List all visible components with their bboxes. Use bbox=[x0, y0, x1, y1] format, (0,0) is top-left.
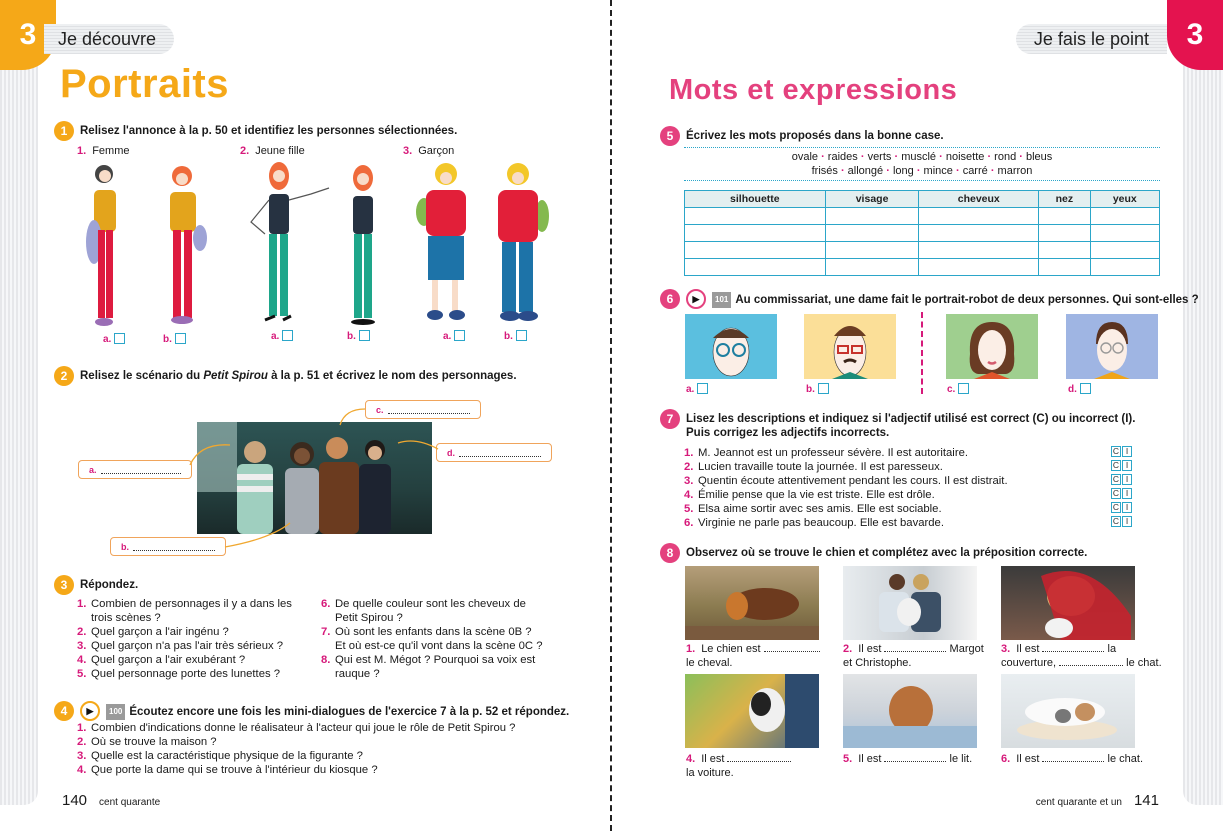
option-garcon-a[interactable]: a. bbox=[443, 330, 465, 342]
checkbox[interactable] bbox=[454, 330, 465, 341]
table-cell[interactable] bbox=[1090, 259, 1159, 276]
exercise-7-instruction: Lisez les descriptions et indiquez si l'adjectif utilisé est correct (C) ou incorrect (I). Puis corrigez les adjectifs incorrects. bbox=[686, 413, 1136, 439]
callout-d-input[interactable]: d. bbox=[436, 443, 552, 462]
choice-correct[interactable]: C bbox=[1112, 474, 1120, 484]
checkbox[interactable] bbox=[1080, 383, 1091, 394]
exercise-number-badge: 7 bbox=[660, 409, 680, 429]
illustration-boy-a bbox=[410, 160, 480, 330]
exercise-5-instruction: Écrivez les mots proposés dans la bonne case. bbox=[686, 130, 944, 142]
portrait-group-divider bbox=[921, 312, 923, 394]
table-cell[interactable] bbox=[1039, 225, 1090, 242]
exercise-8-instruction: Observez où se trouve le chien et complétez avec la préposition correcte. bbox=[686, 547, 1088, 559]
checkbox[interactable] bbox=[818, 383, 829, 394]
table-cell[interactable] bbox=[685, 225, 826, 242]
statement-item: 2. Lucien travaille toute la journée. Il est paresseux. bbox=[684, 461, 943, 473]
table-row bbox=[685, 259, 1160, 276]
question-item: 2. Quel garçon a l'air ingénu ? bbox=[77, 626, 229, 638]
exercise-number-badge: 4 bbox=[54, 701, 74, 721]
choice-incorrect[interactable]: I bbox=[1122, 488, 1132, 499]
option-portrait-d[interactable]: d. bbox=[1068, 383, 1091, 395]
option-femme-b[interactable]: b. bbox=[163, 333, 186, 345]
option-jeune-fille-a[interactable]: a. bbox=[271, 330, 293, 342]
correct-incorrect-choice-5 bbox=[1111, 502, 1132, 513]
option-garcon-b[interactable]: b. bbox=[504, 330, 527, 342]
column-header-cheveux: cheveux bbox=[919, 191, 1039, 208]
chapter-badge-left: 3 bbox=[0, 0, 56, 70]
table-cell[interactable] bbox=[919, 259, 1039, 276]
table-cell[interactable] bbox=[1039, 242, 1090, 259]
question-item: 8. Qui est M. Mégot ? Pourquoi sa voix est rauque ? bbox=[321, 654, 536, 680]
play-audio-button[interactable] bbox=[686, 289, 706, 309]
page-footer-left bbox=[62, 792, 160, 809]
question-item: 7. Où sont les enfants dans la scène 0B ? Et où est-ce qu'il vont dans la scène 0C ? bbox=[321, 626, 543, 652]
illustration-woman-b bbox=[160, 162, 210, 330]
blank-input[interactable] bbox=[1042, 642, 1104, 652]
checkbox[interactable] bbox=[958, 383, 969, 394]
group-label-femme: 1. Femme bbox=[77, 145, 130, 157]
play-audio-button[interactable] bbox=[80, 701, 100, 721]
exercise-6-instruction: 101 Au commissariat, une dame fait le portrait-robot de deux personnes. Qui sont-elles ? bbox=[712, 292, 1199, 308]
checkbox[interactable] bbox=[175, 333, 186, 344]
chapter-badge-right: 3 bbox=[1167, 0, 1223, 70]
portrait-d-image bbox=[1066, 314, 1158, 379]
option-jeune-fille-b[interactable]: b. bbox=[347, 330, 370, 342]
exercise-8-item-2: 2. Il est Margot et Christophe. bbox=[843, 643, 984, 669]
question-item: 5. Quel personnage porte des lunettes ? bbox=[77, 668, 281, 680]
exercise-7-list bbox=[684, 446, 1104, 530]
option-portrait-b[interactable]: b. bbox=[806, 383, 829, 395]
portrait-a-image bbox=[685, 314, 777, 379]
exercise-number-badge: 1 bbox=[54, 121, 74, 141]
correct-incorrect-choice-2 bbox=[1111, 460, 1132, 471]
page-title-left: Portraits bbox=[60, 62, 229, 106]
table-row bbox=[685, 242, 1160, 259]
left-page bbox=[0, 0, 611, 831]
photo-dog-blanket-cat bbox=[1001, 566, 1135, 640]
choice-incorrect[interactable]: I bbox=[1122, 446, 1132, 457]
question-item: 4. Quel garçon a l'air exubérant ? bbox=[77, 654, 246, 666]
table-cell[interactable] bbox=[1090, 225, 1159, 242]
exercise-8-item-4: 4. Il est la voiture. bbox=[686, 752, 820, 780]
correct-incorrect-choice-4 bbox=[1111, 488, 1132, 499]
question-item: 1. Combien d'indications donne le réalisateur à l'acteur qui joue le rôle de Petit Spirou ? bbox=[77, 722, 516, 734]
column-header-visage: visage bbox=[825, 191, 919, 208]
exercise-3-header bbox=[54, 578, 574, 595]
table-cell[interactable] bbox=[919, 225, 1039, 242]
choice-correct[interactable]: C bbox=[1112, 516, 1120, 526]
table-cell[interactable] bbox=[1090, 208, 1159, 225]
exercise-8-item-6: 6. Il est le chat. bbox=[1001, 753, 1144, 765]
table-cell[interactable] bbox=[685, 242, 826, 259]
column-header-silhouette: silhouette bbox=[685, 191, 826, 208]
table-cell[interactable] bbox=[825, 225, 919, 242]
choice-correct[interactable]: C bbox=[1112, 460, 1120, 470]
table-cell[interactable] bbox=[1039, 208, 1090, 225]
left-margin-tab bbox=[0, 40, 38, 805]
exercise-8-item-1: 1. Le chien est le cheval. bbox=[686, 642, 820, 670]
exercise-4-header bbox=[54, 704, 594, 721]
choice-correct[interactable]: C bbox=[1112, 488, 1120, 498]
exercise-2-instruction: Relisez le scénario du Petit Spirou à la p. 51 et écrivez le nom des personnages. bbox=[80, 370, 517, 382]
page-title-right: Mots et expressions bbox=[669, 74, 958, 106]
play-icon: ▶ bbox=[86, 706, 94, 716]
question-item: 2. Où se trouve la maison ? bbox=[77, 736, 217, 748]
exercise-5-header bbox=[660, 129, 1180, 146]
exercise-number-badge: 2 bbox=[54, 366, 74, 386]
exercise-4-instruction: 100 Écoutez encore une fois les mini-dialogues de l'exercice 7 à la p. 52 et répondez. bbox=[106, 704, 569, 720]
illustration-boy-b bbox=[494, 160, 554, 330]
callout-a-input[interactable]: a. bbox=[78, 460, 192, 479]
group-label-jeune-fille: 2. Jeune fille bbox=[240, 145, 305, 157]
exercise-7-header bbox=[660, 412, 1160, 440]
word-bank-line-2: frisés · allongé · long · mince · carré · marron bbox=[811, 165, 1033, 177]
photo-dog-couple bbox=[843, 566, 977, 640]
table-row bbox=[685, 225, 1160, 242]
statement-item: 1. M. Jeannot est un professeur sévère. Il est autoritaire. bbox=[684, 447, 969, 459]
blank-input[interactable] bbox=[764, 642, 820, 652]
portrait-b-image bbox=[804, 314, 896, 379]
exercise-1-instruction: Relisez l'annonce à la p. 50 et identifiez les personnes sélectionnées. bbox=[80, 125, 458, 137]
table-cell[interactable] bbox=[825, 242, 919, 259]
page-number: 141 bbox=[1133, 792, 1159, 809]
question-item: 6. De quelle couleur sont les cheveux de Petit Spirou ? bbox=[321, 598, 526, 624]
photo-dog-horse bbox=[685, 566, 819, 640]
exercise-3-column-2 bbox=[321, 597, 561, 681]
choice-correct[interactable]: C bbox=[1112, 502, 1120, 512]
vocabulary-table bbox=[684, 190, 1160, 276]
exercise-1-header bbox=[54, 124, 574, 141]
exercise-number-badge: 6 bbox=[660, 289, 680, 309]
column-header-yeux: yeux bbox=[1090, 191, 1159, 208]
table-header-row bbox=[685, 191, 1160, 208]
exercise-8-item-3: 3. Il est la couverture, le chat. bbox=[1001, 643, 1162, 669]
exercise-number-badge: 3 bbox=[54, 575, 74, 595]
audio-track-number: 100 bbox=[106, 704, 125, 720]
table-cell[interactable] bbox=[825, 259, 919, 276]
exercise-8-item-5: 5. Il est le lit. bbox=[843, 753, 973, 765]
blank-input[interactable] bbox=[727, 752, 791, 762]
choice-incorrect[interactable]: I bbox=[1122, 502, 1132, 513]
checkbox[interactable] bbox=[282, 330, 293, 341]
blank-input[interactable] bbox=[1042, 752, 1104, 762]
page-number-words: cent quarante bbox=[99, 797, 161, 808]
word-bank bbox=[684, 147, 1160, 181]
group-label-garcon: 3. Garçon bbox=[403, 145, 455, 157]
exercise-3-column-1 bbox=[77, 597, 307, 681]
word-bank-line-1: ovale · raides · verts · musclé · noisette · rond · bleus bbox=[791, 151, 1053, 163]
callout-c-input[interactable]: c. bbox=[365, 400, 481, 419]
illustration-girl-b bbox=[345, 162, 385, 330]
exercise-number-badge: 8 bbox=[660, 543, 680, 563]
question-item: 1. Combien de personnages il y a dans les trois scènes ? bbox=[77, 598, 292, 624]
column-header-nez: nez bbox=[1039, 191, 1090, 208]
checkbox[interactable] bbox=[114, 333, 125, 344]
right-margin-tab bbox=[1183, 40, 1223, 805]
checkbox[interactable] bbox=[359, 330, 370, 341]
section-label-left: Je découvre bbox=[44, 24, 174, 54]
table-cell[interactable] bbox=[825, 208, 919, 225]
exercise-4-list bbox=[77, 721, 597, 777]
blank-input[interactable] bbox=[884, 752, 946, 762]
exercise-6-header bbox=[660, 292, 1200, 309]
statement-item: 5. Elsa aime sortir avec ses amis. Elle est sociable. bbox=[684, 503, 942, 515]
table-cell[interactable] bbox=[1039, 259, 1090, 276]
blank-input[interactable] bbox=[884, 642, 946, 652]
page-number-words: cent quarante et un bbox=[1035, 797, 1122, 808]
choice-correct[interactable]: C bbox=[1112, 446, 1120, 456]
question-item: 3. Quelle est la caractéristique physique de la figurante ? bbox=[77, 750, 363, 762]
audio-track-number: 101 bbox=[712, 292, 731, 308]
exercise-number-badge: 5 bbox=[660, 126, 680, 146]
table-cell[interactable] bbox=[919, 242, 1039, 259]
statement-item: 4. Émilie pense que la vie est triste. Elle est drôle. bbox=[684, 489, 935, 501]
correct-incorrect-choice-6 bbox=[1111, 516, 1132, 527]
table-cell[interactable] bbox=[685, 259, 826, 276]
exercise-3-instruction: Répondez. bbox=[80, 579, 139, 591]
section-label-right: Je fais le point bbox=[1016, 24, 1167, 54]
photo-dog-bed bbox=[843, 674, 977, 748]
checkbox[interactable] bbox=[697, 383, 708, 394]
choice-incorrect[interactable]: I bbox=[1122, 474, 1132, 485]
photo-dog-cat bbox=[1001, 674, 1135, 748]
choice-incorrect[interactable]: I bbox=[1122, 460, 1132, 471]
option-femme-a[interactable]: a. bbox=[103, 333, 125, 345]
illustration-woman-a bbox=[84, 160, 134, 330]
portrait-c-image bbox=[946, 314, 1038, 379]
exercise-2-header bbox=[54, 369, 574, 386]
question-item: 4. Que porte la dame qui se trouve à l'intérieur du kiosque ? bbox=[77, 764, 378, 776]
illustration-girl-a bbox=[245, 160, 335, 330]
checkbox[interactable] bbox=[516, 330, 527, 341]
table-cell[interactable] bbox=[685, 208, 826, 225]
statement-item: 6. Virginie ne parle pas beaucoup. Elle est bavarde. bbox=[684, 517, 944, 529]
table-cell[interactable] bbox=[1090, 242, 1159, 259]
table-row bbox=[685, 208, 1160, 225]
page-number: 140 bbox=[62, 792, 88, 809]
blank-input[interactable] bbox=[1059, 656, 1123, 666]
correct-incorrect-choice-1 bbox=[1111, 446, 1132, 457]
play-icon: ▶ bbox=[692, 294, 700, 304]
page-footer-right bbox=[1036, 792, 1159, 809]
exercise-8-header bbox=[660, 546, 1180, 563]
option-portrait-c[interactable]: c. bbox=[947, 383, 969, 395]
option-portrait-a[interactable]: a. bbox=[686, 383, 708, 395]
correct-incorrect-choice-3 bbox=[1111, 474, 1132, 485]
callout-b-input[interactable]: b. bbox=[110, 537, 226, 556]
choice-incorrect[interactable]: I bbox=[1122, 516, 1132, 527]
question-item: 3. Quel garçon n'a pas l'air très sérieux ? bbox=[77, 640, 284, 652]
table-cell[interactable] bbox=[919, 208, 1039, 225]
photo-dog-car bbox=[685, 674, 819, 748]
statement-item: 3. Quentin écoute attentivement pendant les cours. Il est distrait. bbox=[684, 475, 1008, 487]
callout-arrows bbox=[180, 405, 460, 555]
